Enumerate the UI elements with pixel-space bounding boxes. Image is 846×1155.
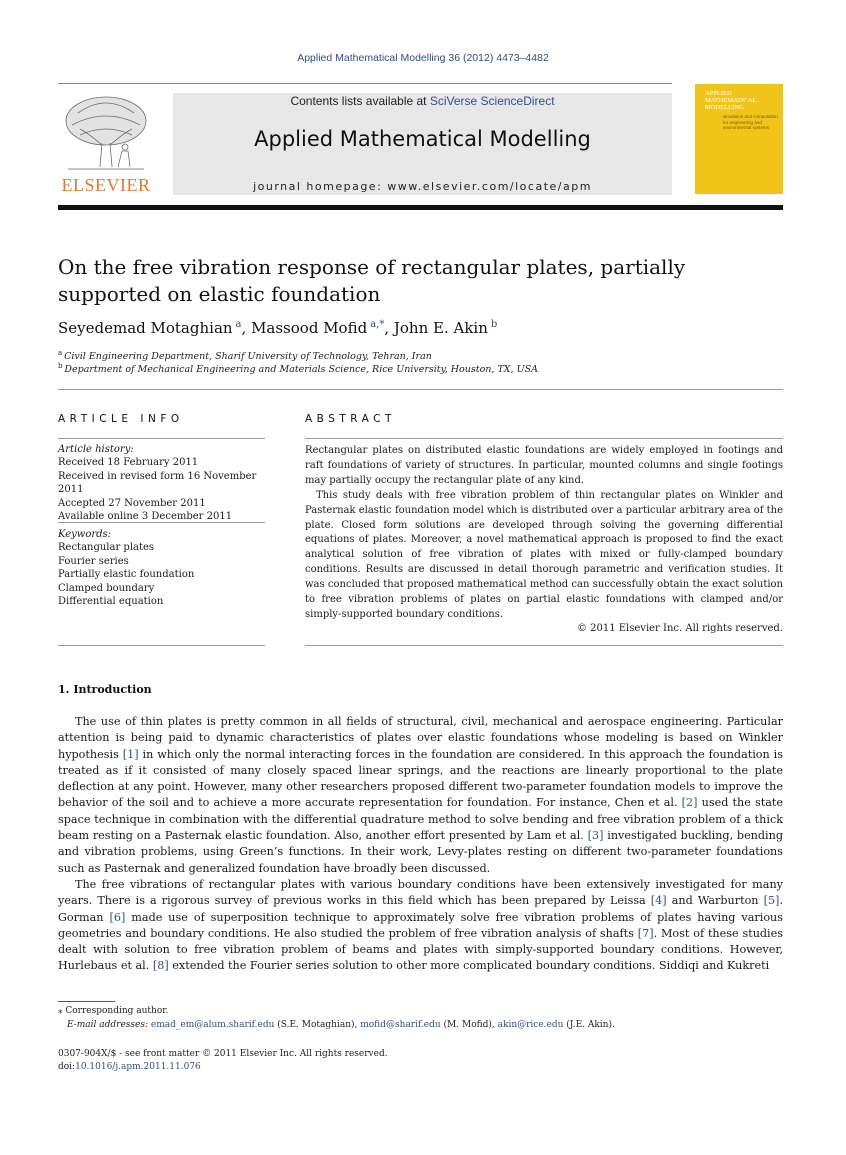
abstract-paragraph: This study deals with free vibration problem of thin rectangular plates on Winkler and Pasternak elastic foundation model which is distributed over a particular arbitrary area of the plate. Closed form solutions are developed through solving the governing differential equations of plates. Moreover, a novel mathematical approach is proposed to find the exact analytical solution of free vibration of plates with mixed or fully-clamped boundary conditions. Results are discussed in detail thorough parametric and verification studies. It was concluded that proposed mathematical method can successfully obtain the exact solution to free vibration problems of plates on partial elastic foundations with clamped and/or simply-supported boundary conditions.	[305, 489, 783, 620]
email-link[interactable]: emad_em@alum.sharif.edu	[150, 1020, 275, 1030]
section-divider	[58, 389, 783, 390]
keyword-item: Rectangular plates	[58, 542, 155, 554]
body-text-run: and Warburton	[666, 894, 764, 908]
email-link[interactable]: akin@rice.edu	[497, 1020, 564, 1030]
issn-line: 0307-904X/$ - see front matter © 2011 Elsevier Inc. All rights reserved.	[58, 1049, 388, 1059]
keyword-item: Partially elastic foundation	[58, 569, 195, 581]
reference-link[interactable]: [6]	[109, 910, 126, 924]
history-item: Accepted 27 November 2011	[58, 497, 206, 509]
footnote-rule	[58, 1001, 115, 1002]
abstract-rule	[305, 438, 783, 439]
affiliation-marker: a	[58, 349, 63, 357]
article-history	[58, 443, 273, 523]
body-text-run: investigated buckling, bending and vibration problems, using Green’s functions. In their work, Levy-plates resting on different two-parameter foundations such as Pasternak and generalized foundation have broadly been discussed.	[58, 829, 783, 875]
author-name[interactable]: John E. Akin	[393, 319, 488, 337]
keyword-item: Fourier series	[58, 555, 129, 567]
journal-cover-thumbnail[interactable]	[695, 84, 783, 194]
body-text-run: in which only the normal interacting forces in the foundation are considered. In this approach the foundation is treated as if it consisted of many closely spaced linear springs, and the reactions are linearly proportional to the plate deflection at any point. However, many other researchers proposed different two-parameter foundation models to improve the behavior of the soil and to achieve a more accurate representation for foundation. For instance, Chen et al.	[58, 747, 783, 810]
journal-banner	[173, 93, 672, 195]
body-text-run: The use of thin plates is pretty common in all fields of structural, civil, mechanical and aerospace engineering. Particular attention is being paid to dynamic characteristics of plates over elastic foundations whose modeling is based on Winkler hypothesis	[58, 715, 783, 761]
doi-label: doi:	[58, 1062, 76, 1072]
email-owner: (M. Mofid),	[440, 1020, 498, 1030]
article-info-heading: ARTICLE INFO	[58, 413, 184, 425]
header-rule	[58, 83, 672, 84]
abstract-bottom-rule	[305, 645, 783, 646]
history-item: Received in revised form 16 November 2011	[58, 470, 257, 496]
reference-link[interactable]: [5]	[763, 894, 780, 908]
elsevier-logo[interactable]	[58, 93, 154, 196]
affiliation-text: Department of Mechanical Engineering and Materials Science, Rice University, Houston, TX, USA	[64, 364, 538, 376]
reference-link[interactable]: [4]	[650, 894, 667, 908]
affiliation	[58, 349, 783, 362]
body-paragraph	[58, 714, 783, 877]
reference-link[interactable]: [7]	[637, 926, 654, 940]
author-affiliation-marker[interactable]: b	[490, 319, 498, 330]
history-item: Available online 3 December 2011	[58, 511, 233, 523]
abstract-heading: ABSTRACT	[305, 413, 396, 425]
author-name[interactable]: Seyedemad Motaghian	[58, 319, 233, 337]
reference-link[interactable]: [3]	[587, 829, 604, 843]
doi-link[interactable]: 10.1016/j.apm.2011.11.076	[75, 1062, 201, 1072]
affiliation	[58, 362, 783, 375]
elsevier-wordmark: ELSEVIER	[61, 175, 151, 195]
email-label: E-mail addresses:	[67, 1020, 149, 1030]
email-link[interactable]: mofid@sharif.edu	[360, 1020, 441, 1030]
email-addresses	[58, 1020, 783, 1030]
elsevier-tree-icon	[58, 93, 154, 175]
article-title: On the free vibration response of rectangular plates, partially supported on elastic foundation	[58, 255, 686, 306]
reference-link[interactable]: [8]	[152, 959, 169, 973]
body-text-run: made use of superposition technique to approximately solve free vibration problems of plates having various geometries and boundary conditions. He also studied the problem of free vibration analysis of shafts	[58, 910, 784, 940]
article-info-bottom-rule	[58, 645, 265, 646]
journal-title: Applied Mathematical Modelling	[254, 127, 591, 151]
abstract-text	[305, 444, 783, 623]
sciencedirect-link[interactable]: SciVerse ScienceDirect	[429, 94, 555, 108]
article-info-rule	[58, 438, 265, 439]
doi-line	[58, 1062, 783, 1072]
body-text-run: . Most of these studies dealt with solution to free vibration problem of beams and plates with simply-supported boundary conditions. However, Hurlebaus et al.	[58, 926, 783, 973]
email-owner: (S.E. Motaghian),	[274, 1020, 361, 1030]
keyword-item: Clamped boundary	[58, 582, 155, 594]
affiliation-text: Civil Engineering Department, Sharif University of Technology, Tehran, Iran	[64, 351, 432, 363]
keywords-rule	[58, 522, 265, 523]
author-list: Seyedemad Motaghian $^a$, Massood Mofid $^{a,*}$, John E. Akin $^b$	[58, 319, 498, 337]
abstract-paragraph: Rectangular plates on distributed elastic foundations are widely employed in footings and raft foundations of variety of structures. In particular, mounted columns and single footings may partially occupy the rectangular plate of any kind.	[305, 445, 783, 486]
body-paragraph	[58, 877, 783, 975]
affiliation-marker: b	[58, 362, 63, 370]
body-text-run: extended the Fourier series solution to other more complicated boundary conditions. Siddiqi and Kukreti	[168, 959, 770, 973]
keywords-label: Keywords:	[58, 529, 112, 540]
contents-prefix: Contents lists available at	[290, 94, 430, 108]
article-history-label: Article history:	[58, 444, 134, 455]
author-affiliation-marker[interactable]: a	[235, 319, 242, 330]
journal-citation[interactable]: Applied Mathematical Modelling 36 (2012) 4473–4482	[297, 52, 549, 64]
contents-line	[173, 94, 672, 108]
author-name[interactable]: Massood Mofid	[251, 319, 368, 337]
body-text-run: used the state space technique in combination with the differential quadrature method to solve bending and free vibration problem of a thick beam resting on a Pasternak elastic foundation. Also, another effort presented by Lam et al.	[58, 796, 783, 843]
body-text-run: . Gorman	[58, 894, 783, 924]
keyword-item: Differential equation	[58, 596, 164, 608]
history-item: Received 18 February 2011	[58, 457, 199, 469]
cover-title: APPLIED MATHEMATICAL MODELLING	[705, 90, 757, 111]
reference-link[interactable]: [1]	[122, 747, 139, 761]
header-divider	[58, 205, 783, 210]
journal-homepage[interactable]: journal homepage: www.elsevier.com/locate/apm	[253, 180, 592, 193]
cover-subtitle: simulation and computation for engineering and environmental systems	[723, 114, 778, 130]
author-affiliation-marker[interactable]: a,*	[370, 319, 385, 330]
introduction-body	[58, 714, 783, 975]
body-text-run: The free vibrations of rectangular plates with various boundary conditions have been extensively investigated for many years. There is a rigorous survey of previous works in this field which has been prepared by Leissa	[58, 877, 783, 908]
keywords	[58, 528, 273, 608]
email-owner: (J.E. Akin).	[563, 1020, 615, 1030]
abstract-copyright: © 2011 Elsevier Inc. All rights reserved.	[576, 623, 783, 634]
reference-link[interactable]: [2]	[681, 796, 698, 810]
section-heading-introduction: 1. Introduction	[58, 683, 152, 696]
corresponding-author-note: ⁎ Corresponding author.	[58, 1006, 169, 1016]
